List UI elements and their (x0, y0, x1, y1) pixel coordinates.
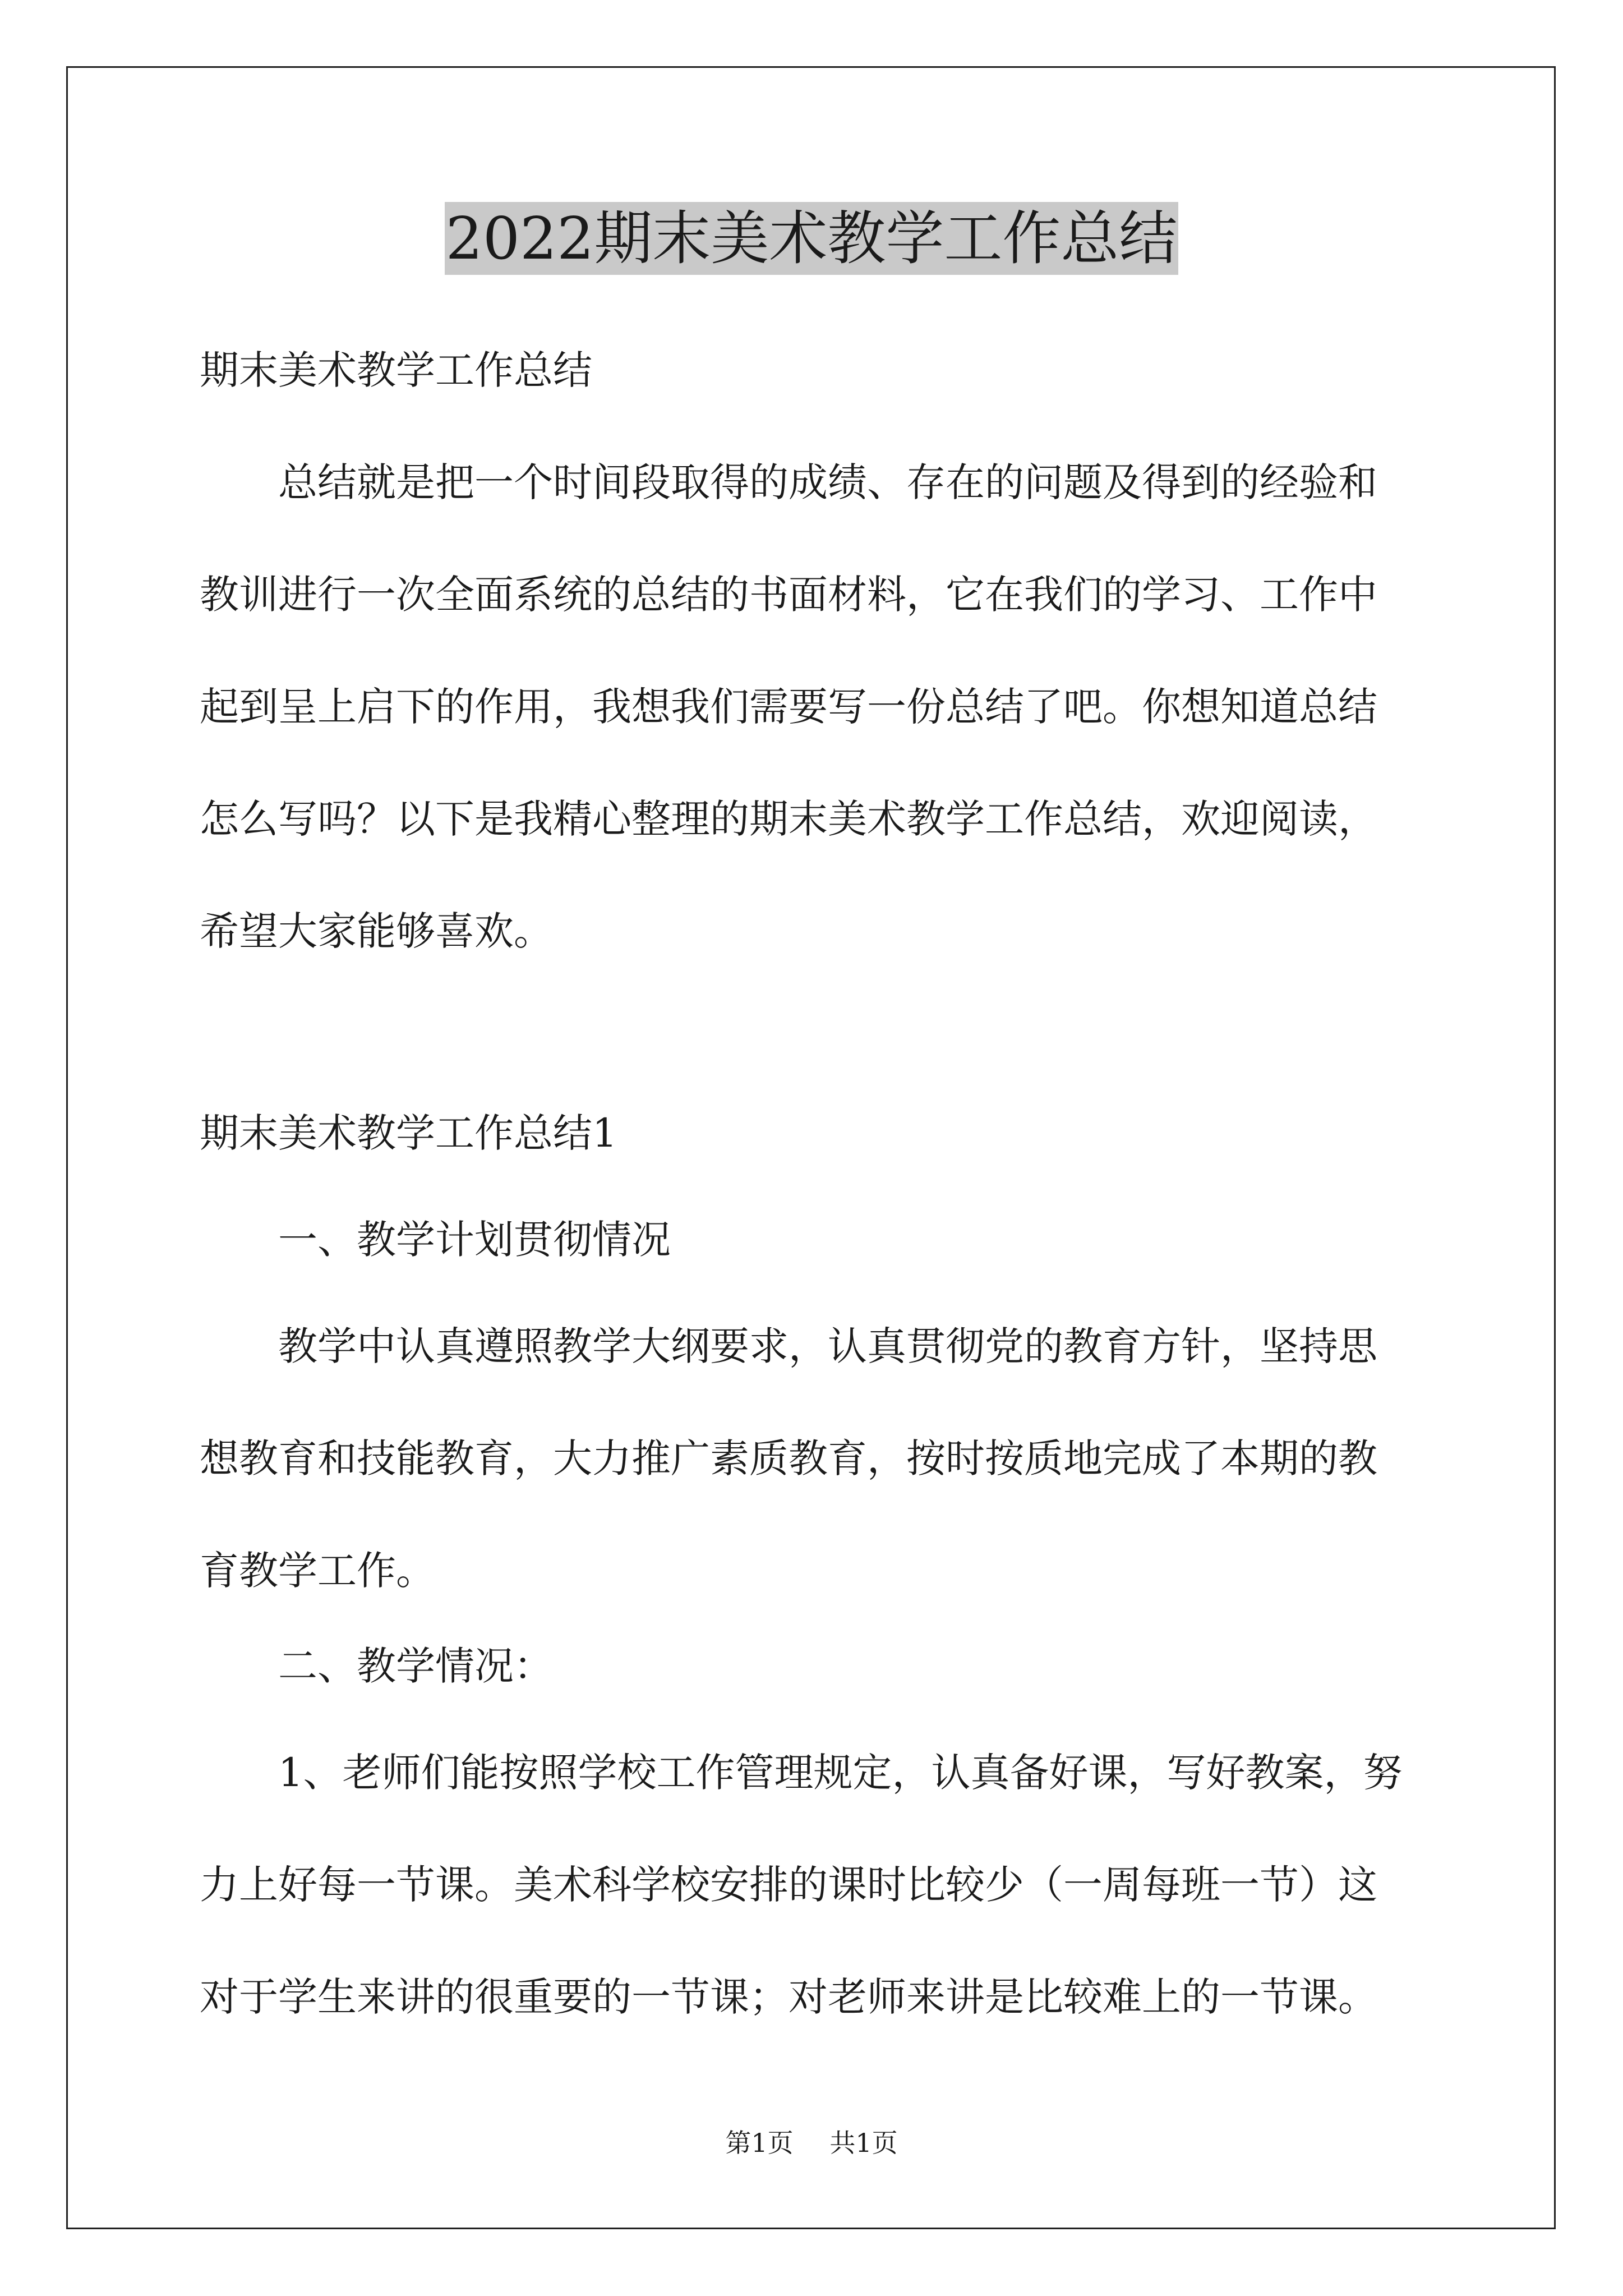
teaching-paragraph (200, 1717, 1433, 2053)
paragraph-line: 起到呈上启下的作用，我想我们需要写一份总结了吧。你想知道总结 (200, 684, 1377, 730)
paragraph-line: 希望大家能够喜欢。 (200, 908, 553, 954)
page-footer (0, 2126, 1623, 2160)
item-heading-teaching (200, 1610, 1433, 1722)
paragraph-line: 对于学生来讲的很重要的一节课；对老师来讲是比较难上的一节课。 (200, 1974, 1377, 2020)
paragraph-line: 教学中认真遵照教学大纲要求，认真贯彻党的教育方针，坚持思 (278, 1323, 1377, 1369)
subtitle-paragraph (200, 314, 1433, 426)
paragraph-line: 期末美术教学工作总结1 (200, 1110, 617, 1156)
paragraph-line: 力上好每一节课。美术科学校安排的课时比较少（一周每班一节）这 (200, 1862, 1377, 1908)
plan-paragraph (200, 1290, 1433, 1627)
paragraph-line: 育教学工作。 (200, 1548, 435, 1594)
paragraph-line: 教训进行一次全面系统的总结的书面材料，它在我们的学习、工作中 (200, 572, 1377, 618)
paragraph-line: 想教育和技能教育，大力推广素质教育，按时按质地完成了本期的教 (200, 1435, 1377, 1481)
paragraph-line: 1、老师们能按照学校工作管理规定，认真备好课，写好教案，努 (278, 1750, 1403, 1796)
document-title-text: 2022期末美术教学工作总结 (445, 202, 1179, 275)
paragraph-line: 一、教学计划贯彻情况 (278, 1217, 671, 1263)
page-number-current: 第1页 (725, 2128, 794, 2158)
paragraph-line: 总结就是把一个时间段取得的成绩、存在的问题及得到的经验和 (278, 459, 1377, 505)
page-number-total: 共1页 (829, 2128, 898, 2158)
paragraph-line: 期末美术教学工作总结 (200, 347, 592, 393)
paragraph-line: 二、教学情况： (278, 1643, 553, 1689)
document-title (0, 202, 1623, 275)
intro-paragraph (200, 426, 1433, 987)
item-heading-plan (200, 1184, 1433, 1296)
paragraph-line: 怎么写吗？以下是我精心整理的期末美术教学工作总结，欢迎阅读， (200, 796, 1377, 842)
section-heading (200, 1077, 1433, 1189)
